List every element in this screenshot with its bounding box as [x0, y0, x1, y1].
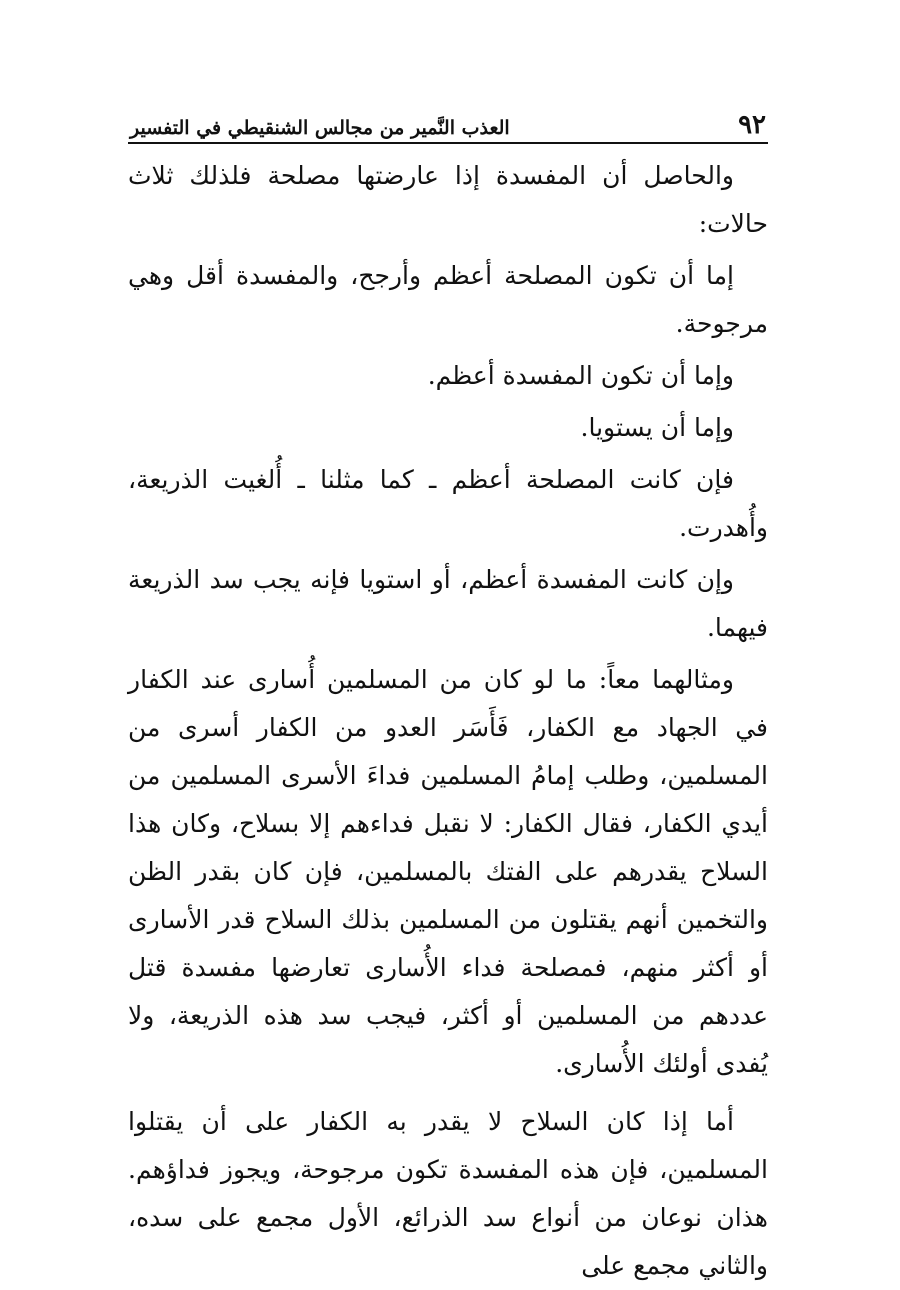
running-header	[128, 100, 768, 144]
book-title: العذب النَّمير من مجالس الشنقيطي في التفسير	[130, 117, 510, 139]
body-text	[128, 152, 768, 1290]
paragraph-2: إما أن تكون المصلحة أعظم وأرجح، والمفسدة أقل وهي مرجوحة.	[128, 261, 768, 338]
paragraph-7: ومثالهما معاً: ما لو كان من المسلمين أُسارى عند الكفار في الجهاد مع الكفار، فَأَسَر العدو من الكفار أسرى من المسلمين، وطلب إمامُ المسلمين فداءَ الأسرى المسلمين من أيدي الكفار، فقال الكفار: لا نقبل فداءهم إلا بسلاح، وكان هذا السلاح يقدرهم على الفتك بالمسلمين، فإن كان بقدر الظن والتخمين أنهم يقتلون من المسلمين بذلك السلاح قدر الأسارى أو أكثر منهم، فمصلحة فداء الأُسارى تعارضها مفسدة قتل عددهم من المسلمين أو أكثر، فيجب سد هذه الذريعة، ولا يُفدى أولئك الأُسارى.	[128, 665, 768, 1078]
page-number: ٩٢	[738, 110, 766, 140]
paragraph-4: وإما أن يستويا.	[580, 413, 734, 442]
paragraph-3: وإما أن تكون المفسدة أعظم.	[427, 361, 734, 390]
paragraph-5: فإن كانت المصلحة أعظم ـ كما مثلنا ـ أُلغيت الذريعة، وأُهدرت.	[128, 465, 768, 542]
paragraph-8: أما إذا كان السلاح لا يقدر به الكفار على أن يقتلوا المسلمين، فإن هذه المفسدة تكون مرجوحة، ويجوز فداؤهم. هذان نوعان من أنواع سد الذرائع، الأول مجمع على سده، والثاني مجمع على	[128, 1107, 768, 1280]
book-page	[128, 100, 768, 1290]
paragraph-6: وإن كانت المفسدة أعظم، أو استويا فإنه يجب سد الذريعة فيهما.	[128, 565, 768, 642]
paragraph-1: والحاصل أن المفسدة إذا عارضتها مصلحة فلذلك ثلاث حالات:	[128, 161, 768, 238]
